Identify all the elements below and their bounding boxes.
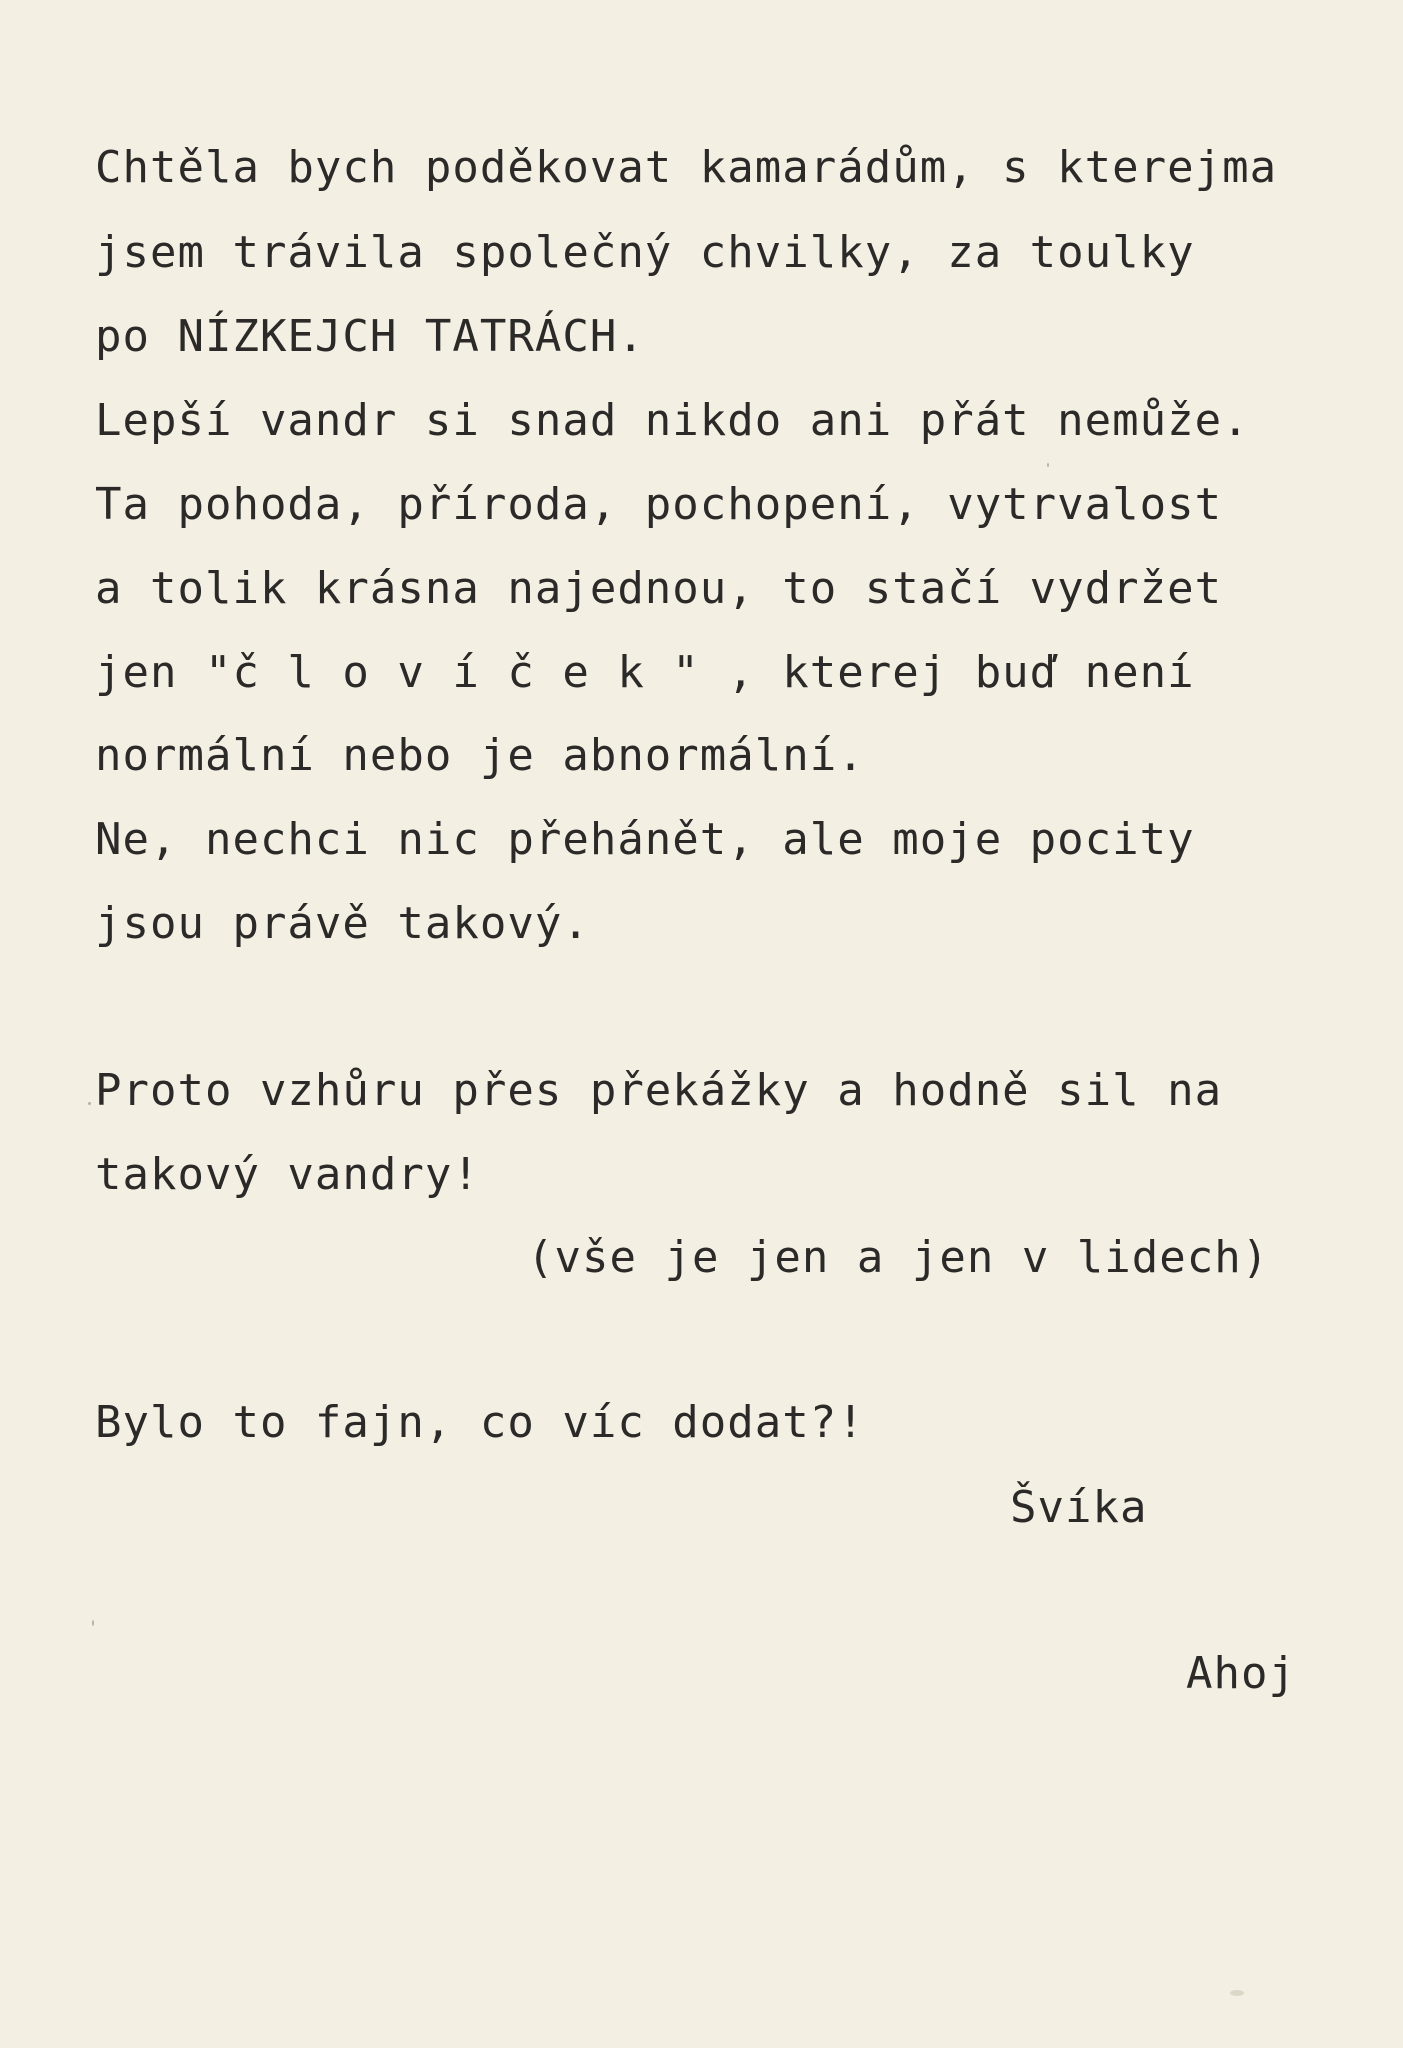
letter-line-2: jsem trávila společný chvilky, za toulky — [95, 227, 1195, 278]
paper-speck — [1047, 463, 1049, 467]
paper-speck — [88, 1102, 91, 1105]
letter-line-13: (vše je jen a jen v lidech) — [527, 1232, 1270, 1283]
signature: Švíka — [1010, 1482, 1148, 1533]
letter-line-10: jsou právě takový. — [95, 898, 590, 949]
letter-line-5: Ta pohoda, příroda, pochopení, vytrvalost — [95, 479, 1223, 530]
paper-speck — [92, 1620, 94, 1626]
letter-line-11: Proto vzhůru přes překážky a hodně sil na — [95, 1065, 1223, 1116]
letter-line-4: Lepší vandr si snad nikdo ani přát nemůže. — [95, 395, 1250, 446]
paper-speck — [1230, 1990, 1244, 1996]
letter-line-8: normální nebo je abnormální. — [95, 730, 865, 781]
closing: Ahoj — [1186, 1648, 1296, 1699]
letter-line-14: Bylo to fajn, co víc dodat?! — [95, 1397, 865, 1448]
letter-line-3: po NÍZKEJCH TATRÁCH. — [95, 311, 645, 362]
letter-line-6: a tolik krásna najednou, to stačí vydržet — [95, 563, 1223, 614]
letter-line-7: jen "č l o v í č e k " , kterej buď není — [95, 647, 1195, 698]
letter-line-12: takový vandry! — [95, 1149, 480, 1200]
letter-line-9: Ne, nechci nic přehánět, ale moje pocity — [95, 814, 1195, 865]
letter-line-1: Chtěla bych poděkovat kamarádům, s kterejma — [95, 142, 1278, 193]
